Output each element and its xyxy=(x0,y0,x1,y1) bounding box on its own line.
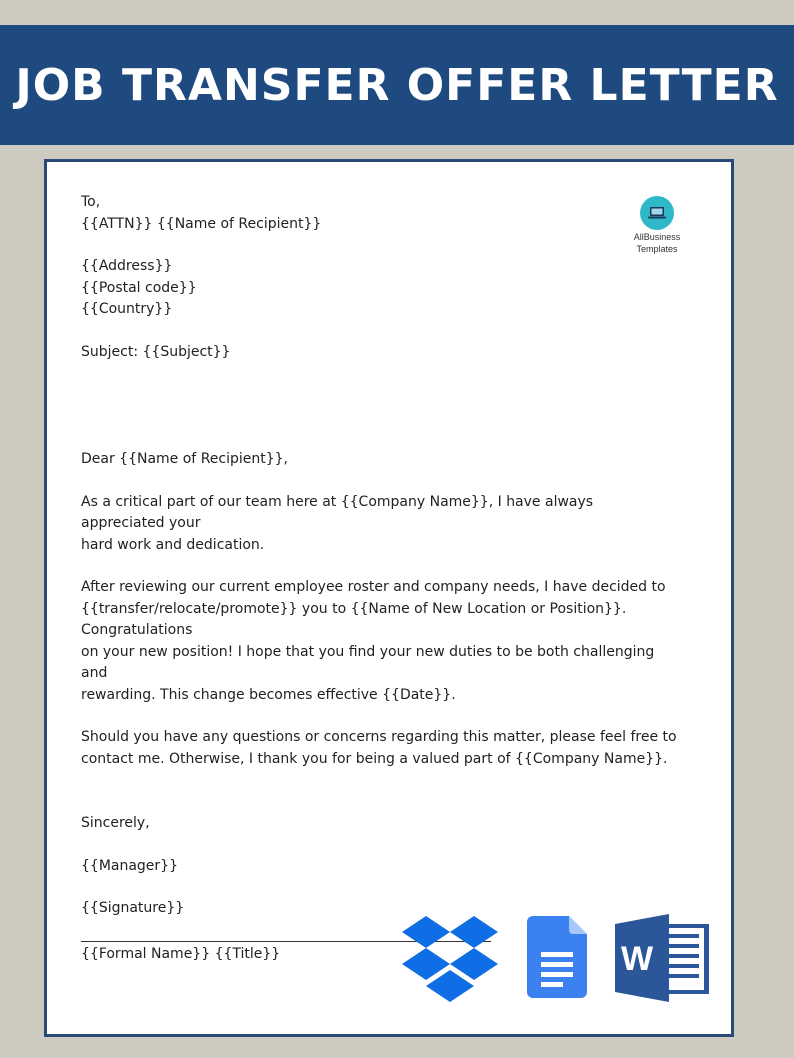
svg-text:W: W xyxy=(620,940,654,978)
attn-line: {{ATTN}} {{Name of Recipient}} xyxy=(81,215,322,232)
google-docs-icon[interactable] xyxy=(527,916,587,1003)
manager-placeholder: {{Manager}} xyxy=(81,857,178,874)
salutation: Dear {{Name of Recipient}}, xyxy=(81,451,289,467)
postal-line: {{Postal code}} xyxy=(81,279,197,296)
paragraph-2-line-2: {{transfer/relocate/promote}} you to {{Name of New Location or Position}}. Congratulations xyxy=(81,600,627,638)
to-line: To, xyxy=(81,194,101,210)
microsoft-word-icon[interactable] xyxy=(615,914,709,1007)
letter-page xyxy=(44,159,734,1037)
signature-placeholder: {{Signature}} xyxy=(81,900,185,916)
paragraph-3-line-1: Should you have any questions or concerns regarding this matter, please feel free to xyxy=(81,729,677,745)
paragraph-3-line-2: contact me. Otherwise, I thank you for being a valued part of {{Company Name}}. xyxy=(81,750,668,767)
dropbox-icon[interactable] xyxy=(402,914,498,1009)
paragraph-2-line-1: After reviewing our current employee roster and company needs, I have decided to xyxy=(81,579,666,595)
logo-text-line2: Templates xyxy=(636,244,678,254)
formal-name-placeholder: {{Formal Name}} {{Title}} xyxy=(81,945,281,962)
page-title: JOB TRANSFER OFFER LETTER xyxy=(15,59,779,111)
paragraph-2-line-4: rewarding. This change becomes effective {{Date}}. xyxy=(81,686,456,703)
paragraph-1-line-2: hard work and dedication. xyxy=(81,536,265,553)
closing: Sincerely, xyxy=(81,815,150,831)
header-banner xyxy=(0,25,794,145)
subject-line: Subject: {{Subject}} xyxy=(81,343,231,360)
logo-text-line1: AllBusiness xyxy=(633,232,681,242)
paragraph-1-line-1: As a critical part of our team here at {{Company Name}}, I have always appreciated your xyxy=(81,493,594,531)
letter-body xyxy=(81,192,681,965)
address-line: {{Address}} xyxy=(81,258,173,274)
country-line: {{Country}} xyxy=(81,301,173,317)
paragraph-2-line-3: on your new position! I hope that you find your new duties to be both challenging and xyxy=(81,643,655,681)
